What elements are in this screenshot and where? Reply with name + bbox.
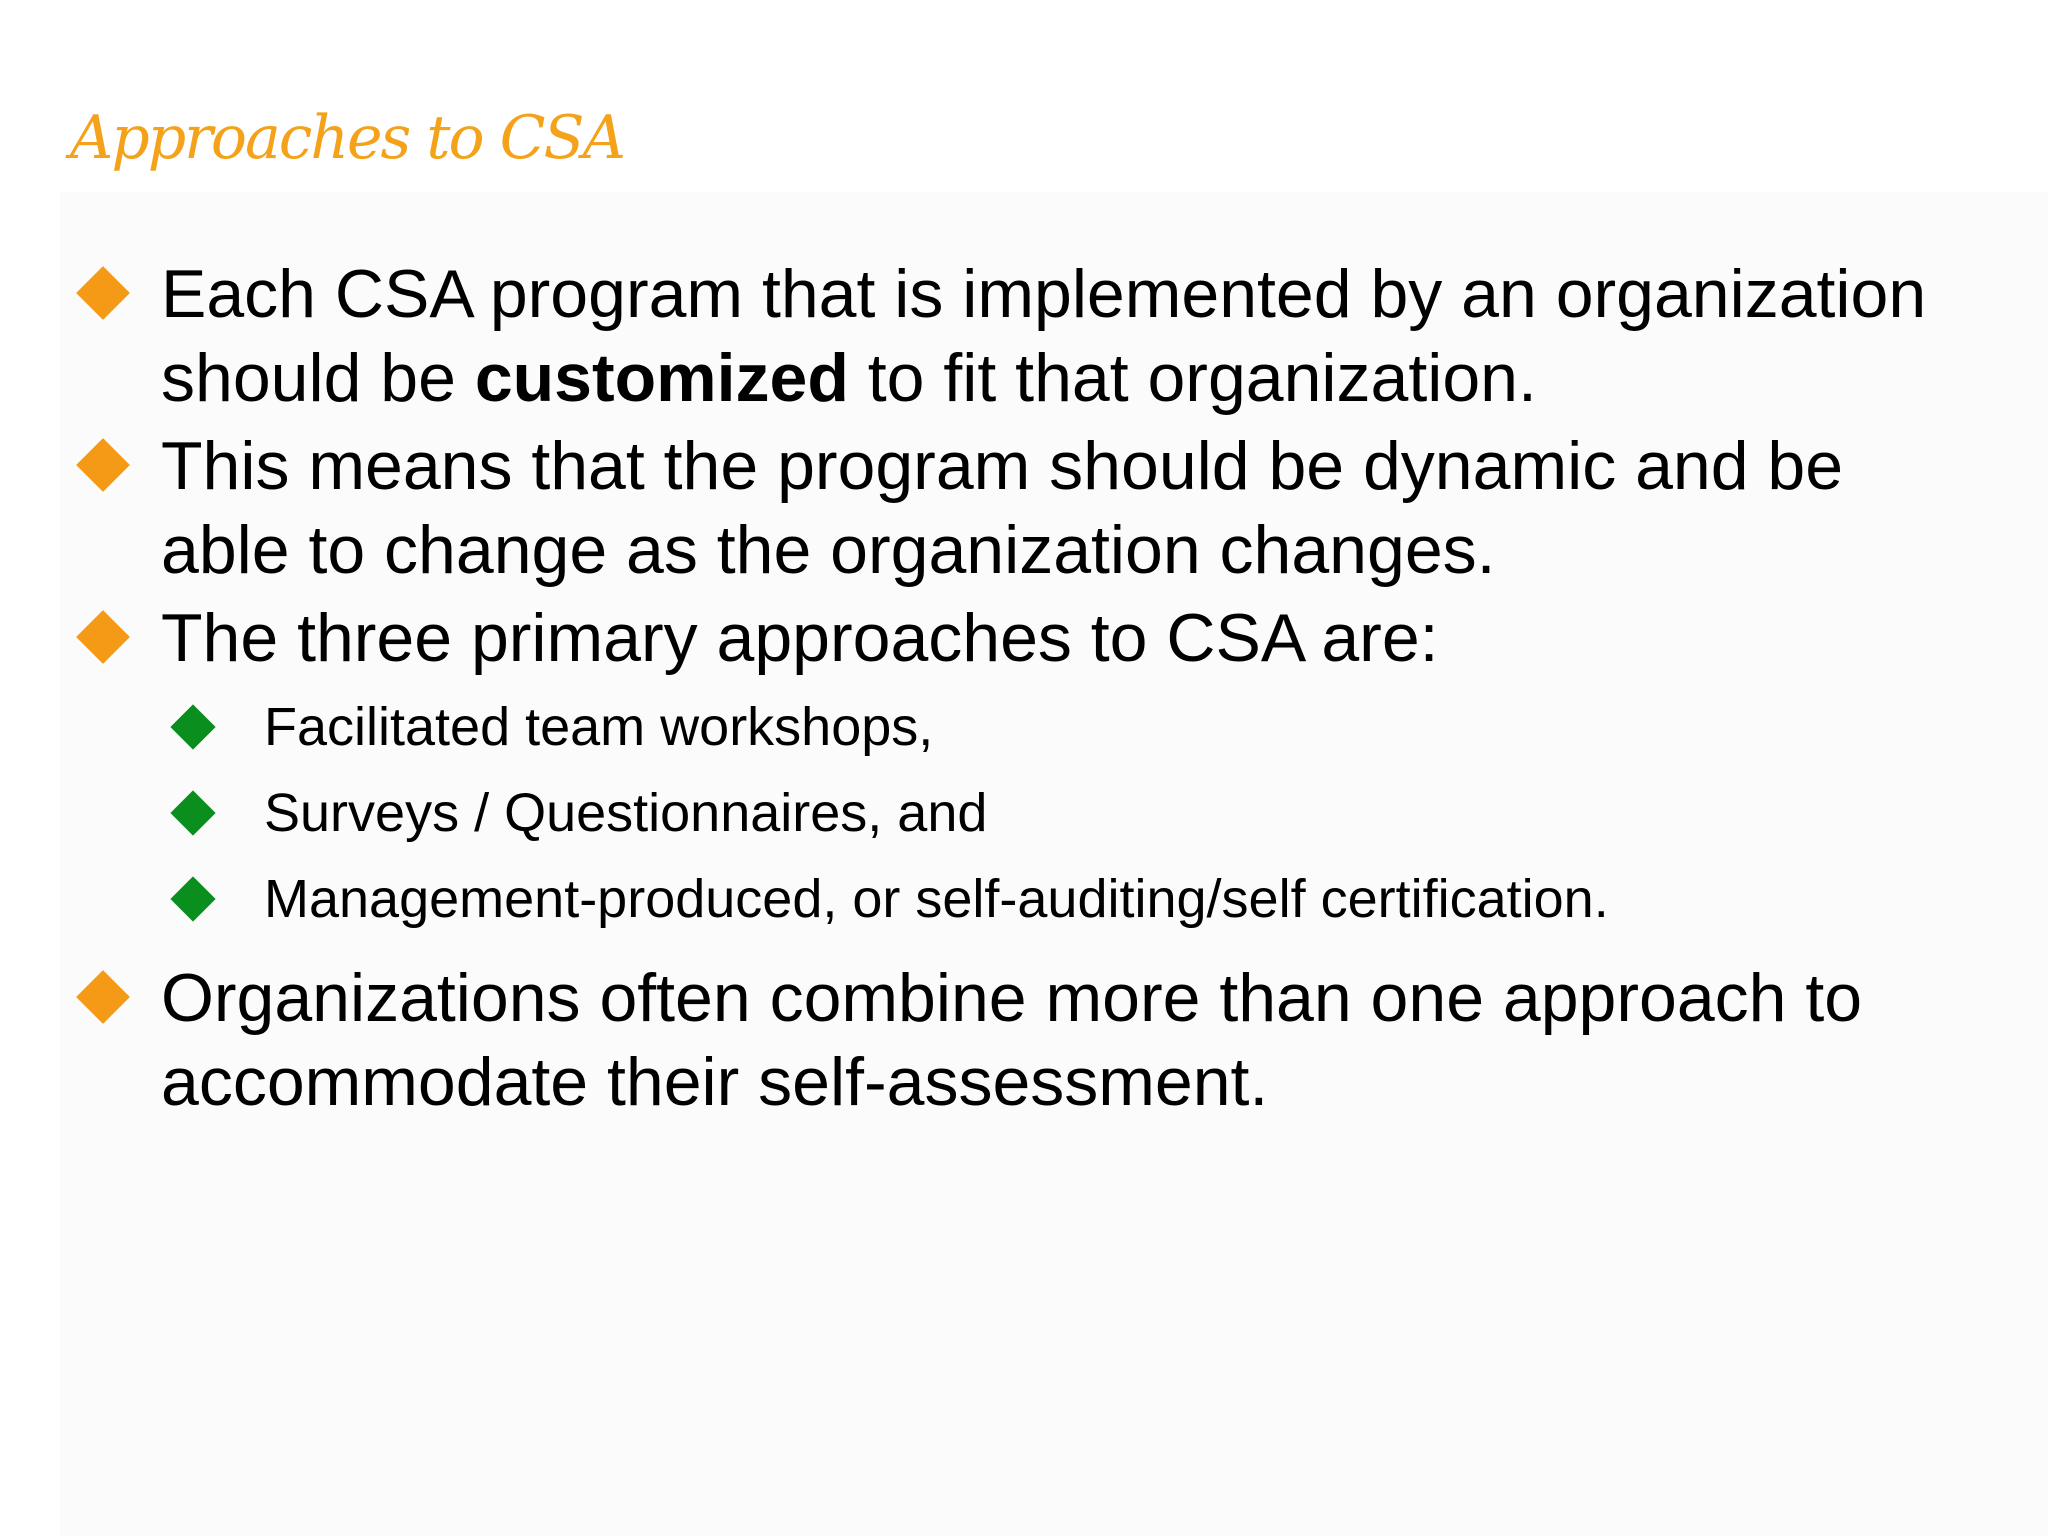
green-diamond-icon — [170, 876, 215, 921]
bullet-text: The three primary approaches to CSA are: — [161, 600, 1439, 676]
green-diamond-icon — [170, 704, 215, 749]
bullet-item-approaches — [76, 596, 1976, 942]
orange-diamond-icon — [76, 438, 130, 492]
approach-sub-list — [161, 684, 1976, 942]
bullet-text: Organizations often combine more than one approach to accommodate their self-assessment. — [161, 960, 1863, 1120]
orange-diamond-icon — [76, 970, 130, 1024]
slide-title: Approaches to CSA — [70, 103, 624, 173]
bullet-item-customized — [76, 252, 1976, 420]
sub-bullet-management-produced — [161, 856, 1976, 942]
sub-bullet-text: Facilitated team workshops, — [264, 697, 934, 757]
bullet-item-dynamic — [76, 424, 1976, 592]
bullet-text-before: Each CSA program that is implemented by an organization should be — [161, 256, 1927, 416]
bullet-item-combine-approaches — [76, 956, 1976, 1124]
sub-bullet-workshops — [161, 684, 1976, 770]
bullet-text-after: to fit that organization. — [848, 340, 1537, 416]
bullet-text: This means that the program should be dynamic and be able to change as the organization changes. — [161, 428, 1844, 588]
orange-diamond-icon — [76, 266, 130, 320]
bullet-list — [76, 252, 1976, 1128]
bullet-emphasis-text: customized — [474, 340, 849, 416]
orange-diamond-icon — [76, 610, 130, 664]
sub-bullet-surveys — [161, 770, 1976, 856]
green-diamond-icon — [170, 790, 215, 835]
sub-bullet-text: Management-produced, or self-auditing/self certification. — [264, 869, 1609, 929]
sub-bullet-text: Surveys / Questionnaires, and — [264, 783, 988, 843]
